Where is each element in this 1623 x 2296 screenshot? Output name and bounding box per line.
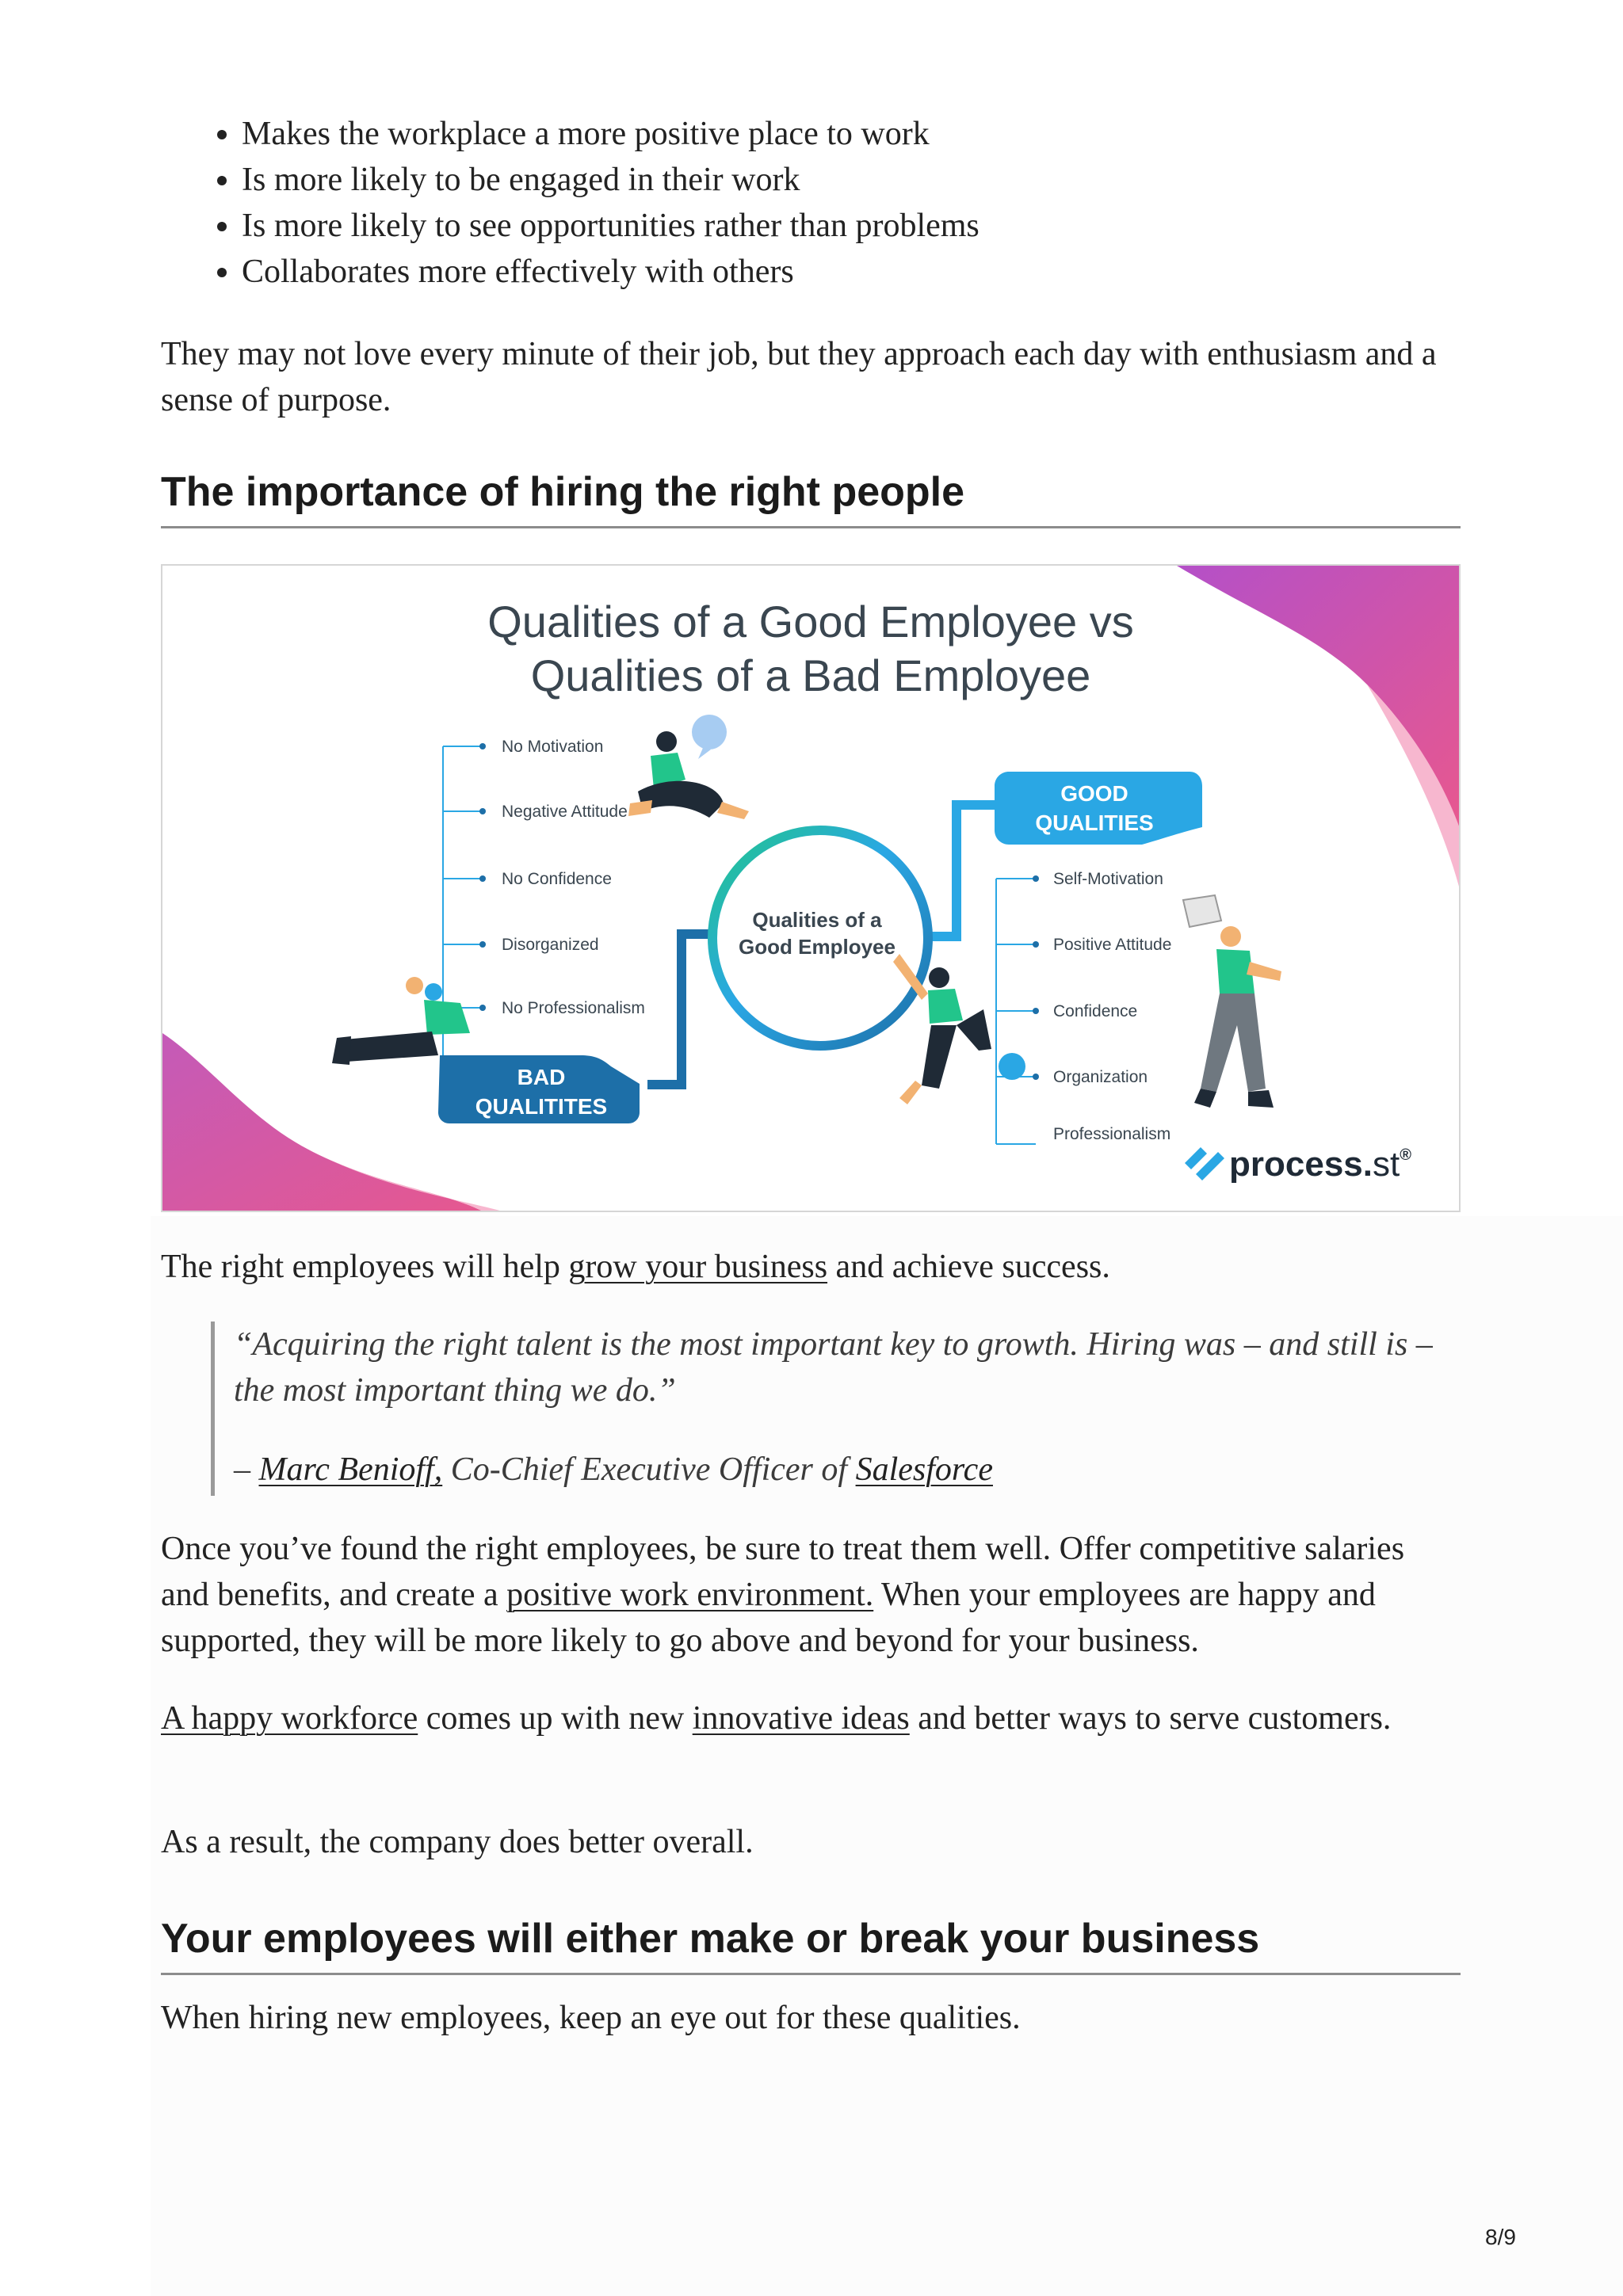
infographic-graphic xyxy=(162,566,1461,1212)
process-st-logo xyxy=(1185,1145,1411,1184)
dancing-person-illustration xyxy=(893,954,1025,1104)
hiring-qualities-paragraph: When hiring new employees, keep an eye out for these qualities. xyxy=(161,2000,1021,2036)
happy-workforce-paragraph xyxy=(161,1695,1461,1741)
list-item: • Is more likely to be engaged in their work xyxy=(242,157,980,203)
bad-item-5: No Professionalism xyxy=(502,999,645,1017)
infographic-title-line2: Qualities of a Bad Employee xyxy=(530,650,1091,700)
innovative-ideas-link[interactable]: innovative ideas xyxy=(692,1700,910,1737)
text-span: and achieve success. xyxy=(827,1249,1110,1285)
good-item-1: Self-Motivation xyxy=(1053,870,1163,888)
bottom-left-blob xyxy=(162,1033,487,1212)
salesforce-link[interactable]: Salesforce xyxy=(855,1451,993,1488)
infographic-title-line1: Qualities of a Good Employee vs xyxy=(487,597,1134,646)
benefits-list xyxy=(162,111,980,295)
good-connector xyxy=(925,805,996,936)
list-item: • Is more likely to see opportunities rather than problems xyxy=(242,203,980,249)
logo-mark: ® xyxy=(1400,1146,1411,1164)
good-label-line1: GOOD xyxy=(1060,781,1128,806)
bad-item-3: No Confidence xyxy=(502,870,612,888)
treat-employees-paragraph xyxy=(161,1526,1461,1664)
good-item-5: Professionalism xyxy=(1053,1125,1171,1143)
center-label-line2: Good Employee xyxy=(739,935,896,959)
happy-workforce-link[interactable]: A happy workforce xyxy=(161,1700,418,1737)
quote-attribution xyxy=(234,1447,1447,1493)
lying-person-illustration xyxy=(332,977,470,1065)
quote-text: “Acquiring the right talent is the most important key to growth. Hiring was – and still is – the most important thing we do.” xyxy=(234,1326,1433,1409)
result-paragraph: As a result, the company does better overall. xyxy=(161,1824,754,1860)
good-qualities-tree xyxy=(996,879,1036,1144)
logo-text: process. xyxy=(1229,1145,1373,1184)
bad-label-line1: BAD xyxy=(517,1065,566,1089)
good-item-4: Organization xyxy=(1053,1068,1148,1086)
list-item: • Makes the workplace a more positive place to work xyxy=(242,111,980,157)
logo-suffix: st xyxy=(1372,1145,1400,1184)
text-span: – xyxy=(234,1451,259,1488)
grow-your-business-link[interactable]: grow your business xyxy=(568,1249,828,1285)
marc-benioff-link[interactable]: Marc Benioff, xyxy=(258,1451,443,1488)
text-span: Co-Chief Executive Officer of xyxy=(442,1451,856,1488)
bad-label-line2: QUALITITES xyxy=(475,1094,608,1119)
text-span: and better ways to serve customers. xyxy=(909,1700,1392,1737)
sitting-person-illustration xyxy=(628,715,749,819)
heading-hiring: The importance of hiring the right people xyxy=(161,466,1461,528)
text-span: Once you’ve found the right employees, be sure to treat them well. Offer competitive salaries and benefits, and create a xyxy=(161,1531,1405,1613)
right-employees-paragraph xyxy=(161,1244,1461,1290)
text-span: comes up with new xyxy=(418,1700,693,1737)
text-span: When your employees are happy and supported, they will be more likely to go above and beyond for your business. xyxy=(161,1577,1376,1659)
benioff-quote xyxy=(211,1322,1447,1496)
svg-text:process.st® xyxy=(1229,1145,1411,1184)
text-span: The right employees will help xyxy=(161,1249,569,1285)
center-label-line1: Qualities of a xyxy=(752,908,882,932)
top-right-blob xyxy=(1177,566,1461,835)
walking-person-illustration xyxy=(1183,895,1281,1108)
bad-item-4: Disorganized xyxy=(502,936,599,954)
bad-qualities-tree xyxy=(443,746,483,1089)
positive-work-environment-link[interactable]: positive work environment. xyxy=(506,1577,874,1613)
page-number: 8/9 xyxy=(1485,2225,1516,2249)
process-st-logo-icon xyxy=(1185,1147,1224,1180)
qualities-infographic xyxy=(161,564,1461,1212)
enthusiasm-paragraph: They may not love every minute of their job, but they approach each day with enthusiasm and a sense of purpose. xyxy=(161,336,1437,418)
heading-employees: Your employees will either make or break your business xyxy=(161,1913,1461,1975)
good-item-3: Confidence xyxy=(1053,1002,1138,1020)
good-item-2: Positive Attitude xyxy=(1053,936,1172,954)
good-label-line2: QUALITIES xyxy=(1035,810,1154,835)
list-item: • Collaborates more effectively with others xyxy=(242,249,980,295)
bad-item-2: Negative Attitude xyxy=(502,803,628,821)
bad-connector xyxy=(647,934,717,1085)
bad-item-1: No Motivation xyxy=(502,738,604,756)
